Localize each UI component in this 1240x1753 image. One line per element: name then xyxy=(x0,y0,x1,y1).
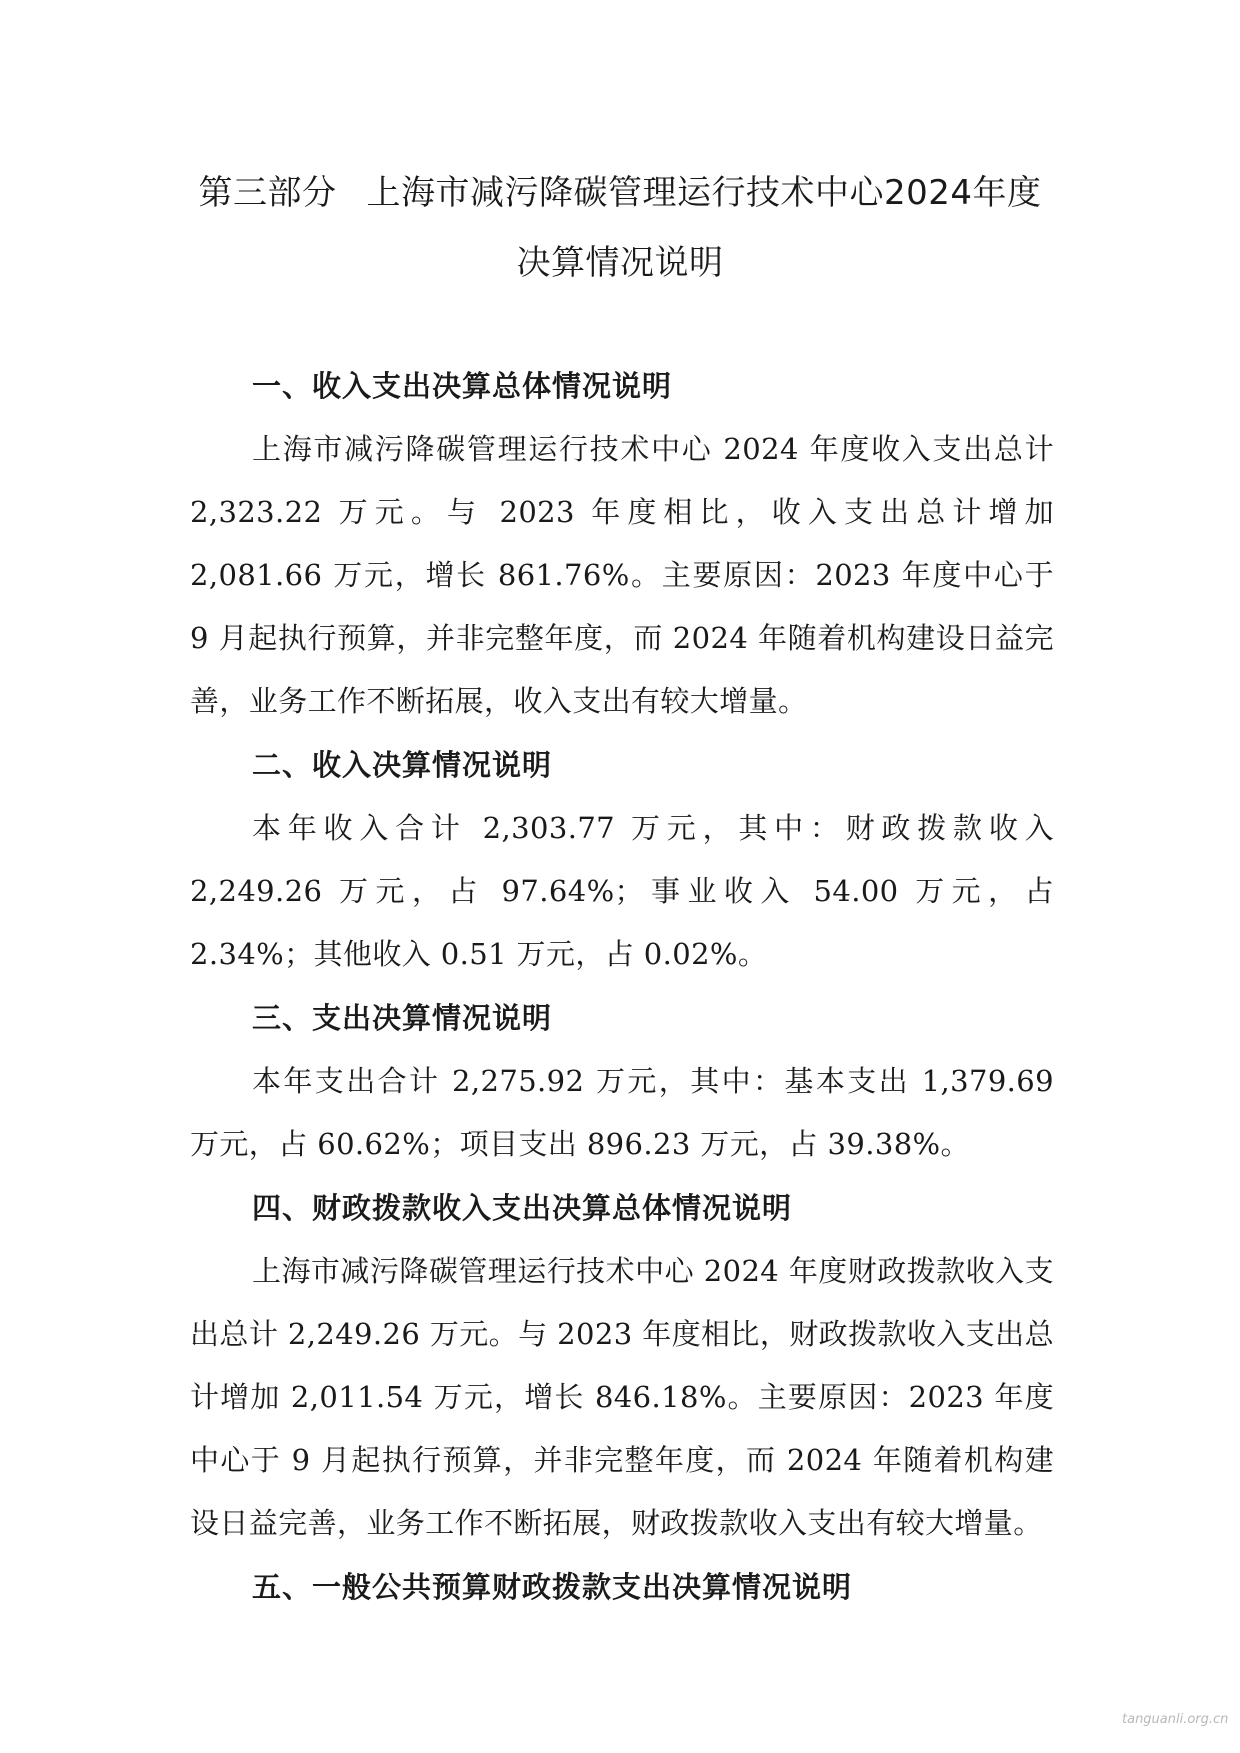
section-heading-4: 四、财政拨款收入支出决算总体情况说明 xyxy=(252,1191,793,1225)
section-paragraph-3: 本年支出合计 2,275.92 万元，其中：基本支出 1,379.69 万元，占 60.62%；项目支出 896.23 万元，占 39.38%。 xyxy=(190,1064,1054,1161)
section-heading-5: 五、一般公共预算财政拨款支出决算情况说明 xyxy=(252,1570,853,1604)
section-heading-2: 二、收入决算情况说明 xyxy=(252,748,553,782)
section-paragraph-4: 上海市减污降碳管理运行技术中心 2024 年度财政拨款收入支出总计 2,249.26 万元。与 2023 年度相比，财政拨款收入支出总计增加 2,011.54 万元，增长 846.18%。主要原因：2023 年度中心于 9 月起执行预算，并非完整年度，而 2024 年随着机构建设日益完善，业务工作不断拓展，财政拨款收入支出有较大增量。 xyxy=(190,1254,1054,1540)
document-body xyxy=(190,354,1054,1619)
section-heading-1: 一、收入支出决算总体情况说明 xyxy=(252,369,673,403)
section-paragraph-1: 上海市减污降碳管理运行技术中心 2024 年度收入支出总计 2,323.22 万元。与 2023 年度相比，收入支出总计增加 2,081.66 万元，增长 861.76%。主要原因：2023 年度中心于 9 月起执行预算，并非完整年度，而 2024 年随着机构建设日益完善，业务工作不断拓展，收入支出有较大增量。 xyxy=(190,432,1054,718)
section-heading-3: 三、支出决算情况说明 xyxy=(252,1001,553,1035)
source-watermark: tanguanli.org.cn xyxy=(1122,1712,1229,1727)
title-text: 上海市减污降碳管理运行技术中心2024年度决算情况说明 xyxy=(366,173,1042,283)
page-title xyxy=(190,158,1050,298)
section-paragraph-2: 本年收入合计 2,303.77 万元，其中：财政拨款收入 2,249.26 万元，占 97.64%；事业收入 54.00 万元，占 2.34%；其他收入 0.51 万元，占 0.02%。 xyxy=(190,811,1054,971)
title-part-label: 第三部分 xyxy=(198,173,337,213)
